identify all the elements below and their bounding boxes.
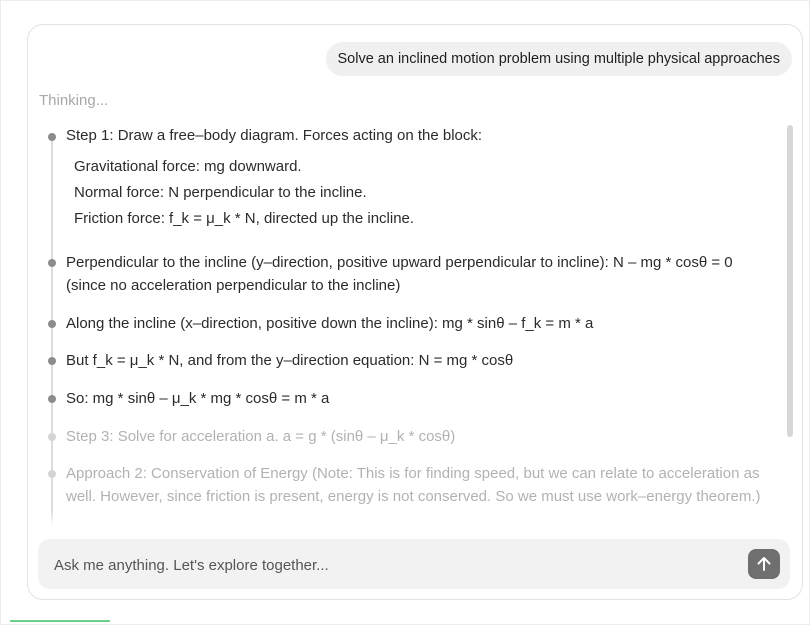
- thought-step: Perpendicular to the incline (y–direction, positive upward perpendicular to incline): N – mg * cosθ = 0 (since no acceleration perpendicular to the incline): [66, 254, 733, 294]
- thought-sub-item: Gravitational force: mg downward.: [74, 158, 302, 175]
- thought-sub-item: Friction force: f_k = μ_k * N, directed up the incline.: [74, 210, 415, 227]
- thinking-label: Thinking...: [39, 92, 109, 109]
- timeline-dot: [48, 433, 56, 441]
- thought-step: Along the incline (x–direction, positive down the incline): mg * sinθ – f_k = m * a: [66, 315, 594, 332]
- thought-step: Step 3: Solve for acceleration a. a = g * (sinθ – μ_k * cosθ): [66, 428, 456, 445]
- composer: [38, 539, 790, 589]
- bottom-accent-line: [10, 620, 110, 622]
- chat-panel: [27, 24, 803, 600]
- arrow-up-icon: [755, 555, 773, 573]
- chat-input[interactable]: [52, 539, 736, 591]
- timeline-dot: [48, 470, 56, 478]
- thought-step: Approach 2: Conservation of Energy (Note: This is for finding speed, but we can relate to acceleration as well. However, since friction is present, energy is not conserved. So we must use work–energy theorem.): [66, 465, 761, 505]
- user-message-bubble: [326, 42, 793, 76]
- timeline-line: [51, 133, 53, 524]
- send-button[interactable]: [748, 549, 780, 579]
- timeline-dot: [48, 259, 56, 267]
- thought-step: So: mg * sinθ – μ_k * mg * cosθ = m * a: [66, 390, 330, 407]
- thought-step: But f_k = μ_k * N, and from the y–direction equation: N = mg * cosθ: [66, 352, 514, 369]
- timeline-dot: [48, 395, 56, 403]
- scrollbar-thumb[interactable]: [787, 125, 793, 437]
- thought-step: Step 1: Draw a free–body diagram. Forces acting on the block:: [66, 127, 483, 144]
- fade-overlay: [28, 510, 802, 524]
- thought-sub-item: Normal force: N perpendicular to the incline.: [74, 184, 367, 201]
- timeline-dot: [48, 357, 56, 365]
- user-message-text: Solve an inclined motion problem using multiple physical approaches: [337, 51, 780, 67]
- thought-process: [28, 125, 802, 524]
- timeline-dot: [48, 133, 56, 141]
- timeline-dot: [48, 320, 56, 328]
